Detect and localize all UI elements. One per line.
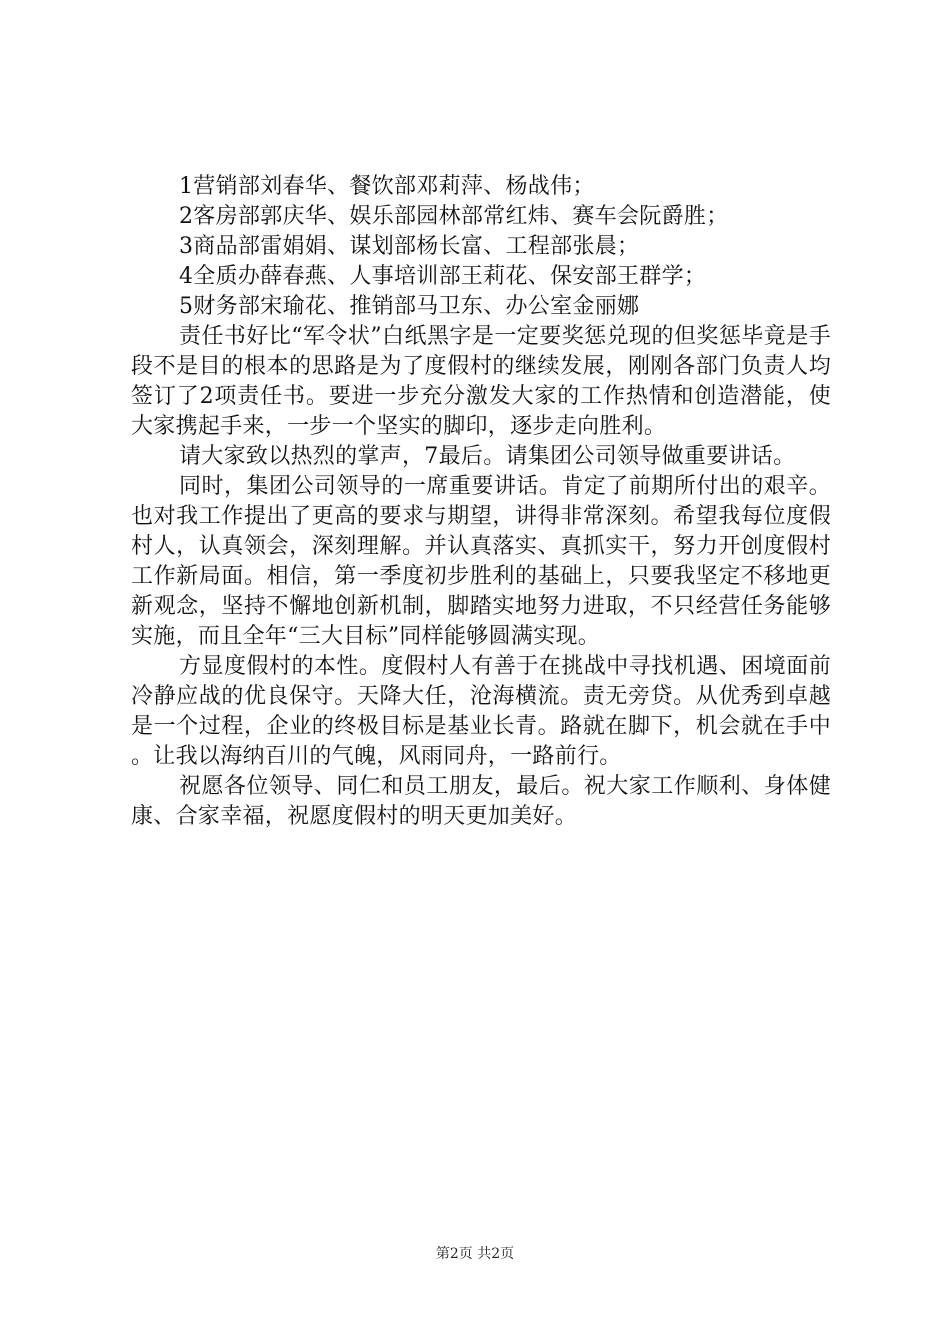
paragraph-closing-wishes: 祝愿各位领导、同仁和员工朋友，最后。祝大家工作顺利、身体健康、合家幸福，祝愿度假村的明天更加美好。 [131, 774, 831, 829]
document-body [131, 172, 831, 832]
page-number-footer: 第2页 共2页 [435, 1246, 515, 1262]
paragraph-applause: 请大家致以热烈的掌声，7最后。请集团公司领导做重要讲话。 [179, 444, 796, 469]
list-item: 4全质办薛春燕、人事培训部王莉花、保安部王群学； [179, 264, 707, 289]
paragraph-resort-spirit: 方显度假村的本性。度假村人有善于在挑战中寻找机遇、困境面前冷静应战的优良保守。天降大任，沧海横流。责无旁贷。从优秀到卓越是一个过程，企业的终极目标是基业长青。路就在脚下，机会就在手中。让我以海纳百川的气魄，风雨同舟，一路前行。 [131, 654, 831, 769]
list-item: 3商品部雷娟娟、谋划部杨长富、工程部张晨； [179, 234, 640, 259]
paragraph-leadership-speech: 同时，集团公司领导的一席重要讲话。肯定了前期所付出的艰辛。也对我工作提出了更高的要求与期望，讲得非常深刻。希望我每位度假村人，认真领会，深刻理解。并认真落实、真抓实干，努力开创度假村工作新局面。相信，第一季度初步胜利的基础上，只要我坚定不移地更新观念，坚持不懈地创新机制，脚踏实地努力进取，不只经营任务能够实施，而且全年“三大目标”同样能够圆满实现。 [131, 474, 831, 649]
list-item: 1营销部刘春华、餐饮部邓莉萍、杨战伟； [179, 174, 595, 199]
list-item: 5财务部宋瑜花、推销部马卫东、办公室金丽娜 [179, 294, 640, 319]
paragraph-responsibility: 责任书好比“军令状”白纸黑字是一定要奖惩兑现的但奖惩毕竟是手段不是目的根本的思路是为了度假村的继续发展，刚刚各部门负责人均签订了2项责任书。要进一步充分激发大家的工作热情和创造潜能，使大家携起手来，一步一个坚实的脚印，逐步走向胜利。 [131, 324, 831, 439]
list-item: 2客房部郭庆华、娱乐部园林部常红炜、赛车会阮爵胜； [179, 204, 729, 229]
